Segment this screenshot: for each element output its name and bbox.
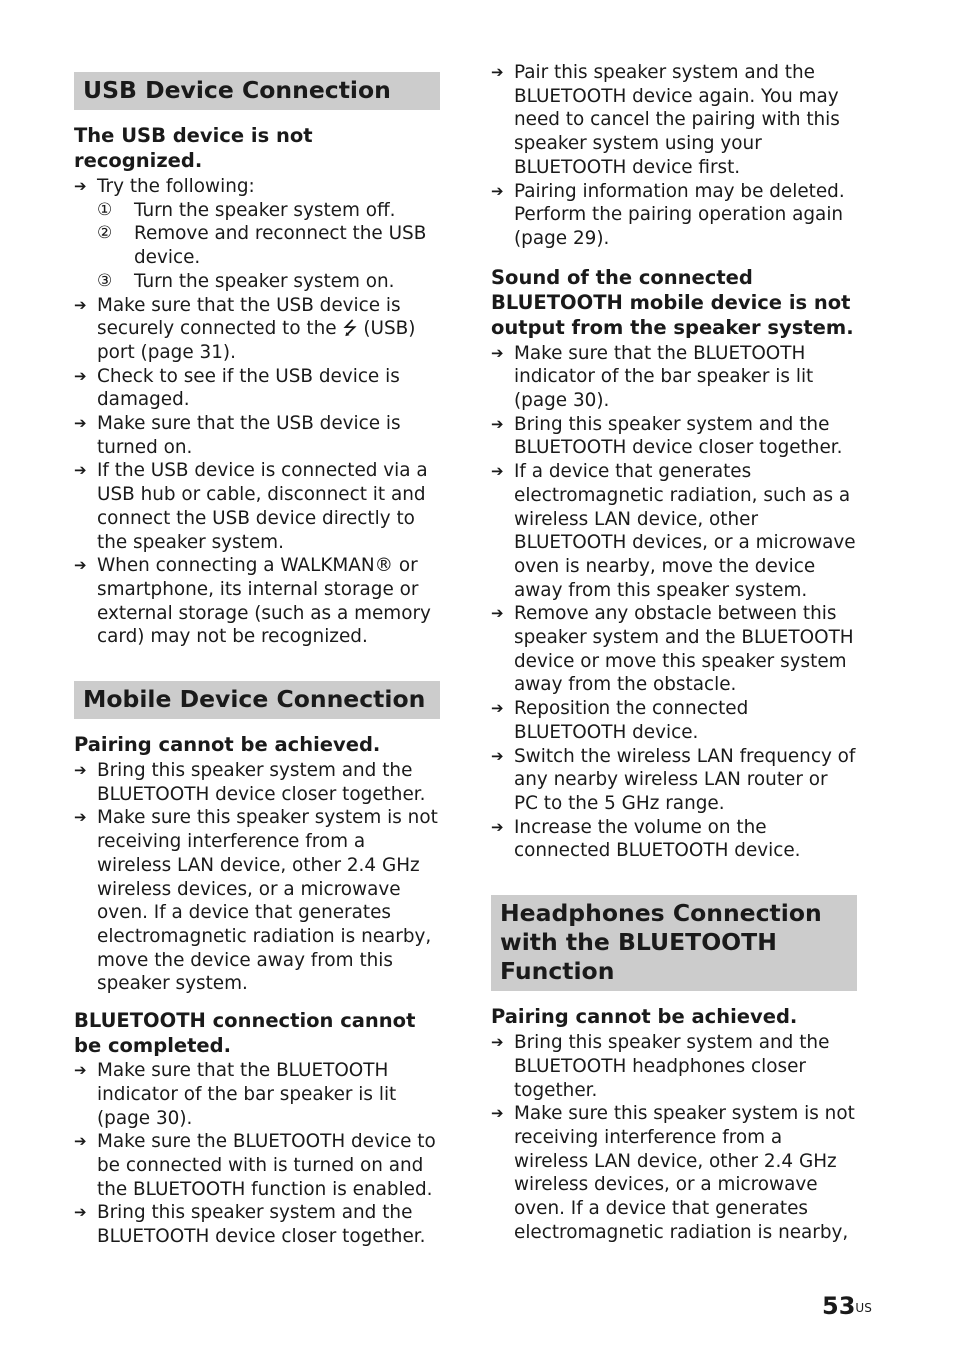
- sound-tips-list: [491, 342, 857, 863]
- pairing-heading: Pairing cannot be achieved.: [74, 733, 381, 757]
- arrow-icon: ➔: [491, 817, 504, 836]
- list-item: ➔ Pairing information may be deleted. Perform the pairing operation again (page 29).: [491, 180, 845, 249]
- list-item: ➔ Try the following:: [74, 176, 255, 197]
- list-item: ➔ Make sure that the USB device is securely connected to the ⭍ (USB) port (page 31).: [74, 294, 416, 363]
- arrow-icon: ➔: [74, 461, 87, 480]
- arrow-icon: ➔: [491, 699, 504, 718]
- headphones-pairing-heading: Pairing cannot be achieved.: [491, 1005, 798, 1029]
- arrow-icon: ➔: [74, 808, 87, 827]
- arrow-icon: ➔: [74, 414, 87, 433]
- list-item: ➔ If the USB device is connected via a USB hub or cable, disconnect it and connect the USB device directly to the speaker system.: [74, 460, 428, 553]
- list-item: ➔ Make sure the BLUETOOTH device to be connected with is turned on and the BLUETOOTH function is enabled.: [74, 1131, 436, 1200]
- list-item: ➔ Make sure that the BLUETOOTH indicator of the bar speaker is lit (page 30).: [491, 342, 814, 412]
- bt-tips-list: [74, 1059, 440, 1249]
- arrow-icon: ➔: [74, 761, 87, 780]
- usb-section-header: USB Device Connection: [74, 72, 440, 110]
- list-item: ➔ Bring this speaker system and the BLUETOOTH device closer together.: [74, 1202, 426, 1248]
- headphones-section-header: Headphones Connection with the BLUETOOTH Function: [491, 895, 857, 991]
- arrow-icon: ➔: [74, 1061, 87, 1080]
- right-column: [491, 0, 857, 1244]
- arrow-icon: ➔: [491, 746, 504, 765]
- arrow-icon: ➔: [491, 343, 504, 362]
- arrow-icon: ➔: [491, 462, 504, 481]
- arrow-icon: ➔: [491, 1033, 504, 1052]
- list-item: ➔ Reposition the connected BLUETOOTH device.: [491, 698, 749, 743]
- list-item: ➔ Remove any obstacle between this speaker system and the BLUETOOTH device or move this speaker system away from the obstacle.: [491, 603, 854, 696]
- arrow-icon: ➔: [74, 1203, 87, 1222]
- arrow-icon: ➔: [74, 177, 87, 195]
- list-item: ➔ Make sure this speaker system is not receiving interference from a wireless LAN device, other 2.4 GHz wireless devices, or a microwave oven. If a device that generates electromagnetic radiation is nearby, move the device away from this speaker system.: [74, 807, 438, 995]
- list-item: ➔ Pair this speaker system and the BLUETOOTH device again. You may need to cancel the pairing with this speaker system using your BLUETOOTH device first.: [491, 62, 840, 178]
- list-item: ➔ When connecting a WALKMAN® or smartphone, its internal storage or external storage (such as a memory card) may not be recognized.: [74, 555, 431, 648]
- arrow-icon: ➔: [74, 1132, 87, 1151]
- page-number: $53^{US}$: [822, 1292, 872, 1320]
- arrow-icon: ➔: [491, 181, 504, 200]
- list-item: ➔ Bring this speaker system and the BLUETOOTH headphones closer together.: [491, 1032, 830, 1101]
- step-item: ② Remove and reconnect the USB device.: [97, 223, 427, 269]
- arrow-icon: ➔: [491, 604, 504, 623]
- left-column: [74, 0, 440, 1249]
- bt-tips-list-continued: [491, 61, 857, 251]
- sound-output-heading: Sound of the connected BLUETOOTH mobile device is not output from the speaker system.: [491, 265, 854, 339]
- bt-connection-heading: BLUETOOTH connection cannot be completed.: [74, 1009, 416, 1058]
- list-item: ➔ Increase the volume on the connected BLUETOOTH device.: [491, 816, 801, 862]
- step-item: ③ Turn the speaker system on.: [97, 270, 395, 292]
- arrow-icon: ➔: [74, 295, 87, 314]
- list-item: ➔ Check to see if the USB device is damaged.: [74, 365, 400, 411]
- pairing-tips-list: [74, 759, 440, 996]
- arrow-icon: ➔: [74, 556, 87, 575]
- list-item: ➔ Make sure that the BLUETOOTH indicator of the bar speaker is lit (page 30).: [74, 1060, 397, 1129]
- list-item: ➔ Bring this speaker system and the BLUETOOTH device closer together.: [74, 760, 426, 805]
- headphones-tips-list: [491, 1031, 857, 1244]
- list-item: ➔ If a device that generates electromagnetic radiation, such as a wireless LAN device, other BLUETOOTH devices, or a microwave oven is nearby, move the device away from this speaker system.: [491, 461, 856, 601]
- arrow-icon: ➔: [491, 414, 504, 433]
- arrow-icon: ➔: [74, 366, 87, 385]
- list-item: ➔ Bring this speaker system and the BLUETOOTH device closer together.: [491, 413, 843, 459]
- mobile-section-header: Mobile Device Connection: [74, 681, 440, 719]
- usb-tips-list: [74, 175, 440, 649]
- step-item: ① Turn the speaker system off.: [97, 199, 396, 221]
- usb-symbol-icon: ⭍: [342, 318, 358, 340]
- step-number: ①: [97, 199, 113, 220]
- region-suffix: US: [855, 1301, 872, 1315]
- arrow-icon: ➔: [491, 1104, 504, 1123]
- list-item: ➔ Make sure this speaker system is not receiving interference from a wireless LAN device, other 2.4 GHz wireless devices, or a microwave oven. If a device that generates electromagnetic radiation is nearby,: [491, 1103, 855, 1243]
- list-item: ➔ Make sure that the USB device is turned on.: [74, 413, 401, 458]
- usb-not-recognized-heading: The USB device is not recognized.: [74, 124, 313, 172]
- list-item: ➔ Switch the wireless LAN frequency of any nearby wireless LAN router or PC to the 5 GHz range.: [491, 745, 856, 814]
- step-number: ②: [97, 223, 113, 244]
- arrow-icon: ➔: [491, 63, 504, 81]
- step-number: ③: [97, 270, 113, 291]
